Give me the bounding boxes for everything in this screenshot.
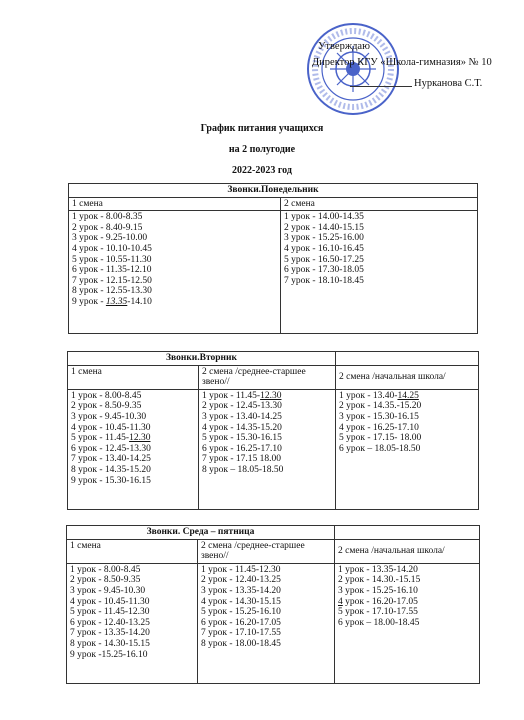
list-item: 2 урок - 8.50-9.35 xyxy=(70,575,141,586)
list-item: 5 урок - 16.50-17.25 xyxy=(284,254,364,265)
list-item: 7 урок - 13.40-14.25 xyxy=(71,454,151,465)
lesson-end: 12.30 xyxy=(260,390,282,401)
list-item xyxy=(202,391,332,402)
list-item: 8 урок - 14.35-15.20 xyxy=(71,464,151,475)
lesson-start: 13.35 xyxy=(105,296,128,307)
tuesday-shift1-cell xyxy=(68,389,199,509)
wednesday-col2-header: 2 смена /среднее-старшее звено// xyxy=(198,539,335,563)
list-item: 3 урок - 13.35-14.20 xyxy=(201,585,281,596)
list-item: 2 урок - 14.40-15.15 xyxy=(284,222,364,233)
wednesday-col1-header: 1 смена xyxy=(67,539,198,563)
approval-line-1: Утверждаю xyxy=(318,41,370,52)
list-item: 6 урок - 12.45-13.30 xyxy=(71,443,151,454)
list-item: 1 урок - 13.35-14.20 xyxy=(338,564,418,575)
tuesday-caption-empty xyxy=(336,352,479,366)
wednesday-friday-caption: Звонки. Среда – пятница xyxy=(67,526,335,540)
school-seal-icon xyxy=(306,22,400,116)
lesson-label: 5 урок - 11.45- xyxy=(71,433,130,444)
list-item xyxy=(72,297,277,308)
lesson-label: 1 урок - 13.40- xyxy=(339,390,398,401)
list-item: 4 урок - 10.45-11.30 xyxy=(71,422,151,433)
list-item: 3 урок - 15.25-16.00 xyxy=(284,233,364,244)
tuesday-col2-header: 2 смена /среднее-старшее звено// xyxy=(199,365,336,389)
tuesday-shift2a-cell xyxy=(199,389,336,509)
list-item: 6 урок – 18.05-18.50 xyxy=(339,443,421,454)
tuesday-col3-header: 2 смена /начальная школа/ xyxy=(336,365,479,389)
document-term: на 2 полугодие xyxy=(228,144,296,155)
list-item: 4 урок - 10.10-10.45 xyxy=(72,243,152,254)
list-item: 2 урок - 8.50-9.35 xyxy=(71,401,142,412)
list-item: 6 урок - 11.35-12.10 xyxy=(72,265,152,276)
lesson-label: 9 урок - xyxy=(72,296,106,307)
list-item: 8 урок - 14.30-15.15 xyxy=(70,638,150,649)
list-item: 2 урок - 12.45-13.30 xyxy=(202,401,282,412)
tuesday-col1-header: 1 смена xyxy=(68,365,199,389)
list-item: 2 урок - 14.30.-15.15 xyxy=(338,575,421,586)
monday-caption: Звонки.Понедельник xyxy=(69,184,478,198)
list-item: 8 урок - 12.55-13.30 xyxy=(72,286,152,297)
list-item: 9 урок - 15.30-16.15 xyxy=(71,475,151,486)
list-item: 7 урок - 18.10-18.45 xyxy=(284,275,364,286)
list-item: 6 урок – 18.00-18.45 xyxy=(338,617,420,628)
list-item xyxy=(339,391,475,402)
list-item: 4 урок - 14.30-15.15 xyxy=(201,596,281,607)
list-item: 4 урок - 10.45-11.30 xyxy=(70,596,150,607)
monday-shift1-cell xyxy=(69,211,281,334)
list-item: 2 урок - 8.40-9.15 xyxy=(72,222,143,233)
lesson-end: -14.10 xyxy=(127,296,152,307)
monday-col1-header: 1 смена xyxy=(69,197,281,211)
list-item: 6 урок - 12.40-13.25 xyxy=(70,617,150,628)
list-item: 5 урок - 15.30-16.15 xyxy=(202,433,282,444)
monday-col2-header: 2 смена xyxy=(281,197,478,211)
list-item: 6 урок - 17.30-18.05 xyxy=(284,265,364,276)
list-item: 2 урок - 14.35.-15.20 xyxy=(339,401,422,412)
list-item: 8 урок – 18.05-18.50 xyxy=(202,464,284,475)
list-item: 8 урок - 18.00-18.45 xyxy=(201,638,281,649)
signature-name: Нурканова С.Т. xyxy=(414,78,483,89)
wednesday-friday-table xyxy=(66,525,480,684)
list-item: 4 урок - 16.10-16.45 xyxy=(284,243,364,254)
list-item: 5 урок - 11.45-12.30 xyxy=(70,607,150,618)
wednesday-shift1-cell xyxy=(67,563,198,683)
list-item: 3 урок - 9.45-10.30 xyxy=(70,585,146,596)
list-item: 6 урок - 16.20-17.05 xyxy=(201,617,281,628)
list-item: 1 урок - 8.00-8.45 xyxy=(70,564,141,575)
list-item: 9 урок -15.25-16.10 xyxy=(70,649,148,660)
wednesday-shift2b-cell xyxy=(335,563,480,683)
list-item: 5 урок - 10.55-11.30 xyxy=(72,254,152,265)
tuesday-table xyxy=(67,351,479,510)
document-title: График питания учащихся xyxy=(200,123,324,134)
tuesday-caption: Звонки.Вторник xyxy=(68,352,336,366)
list-item: 1 урок - 11.45-12.30 xyxy=(201,564,281,575)
lesson-label: 1 урок - 11.45- xyxy=(202,390,261,401)
list-item: 7 урок - 17.10-17.55 xyxy=(201,628,281,639)
lesson-label: урок - 16.20-17.05 xyxy=(342,596,418,607)
list-item: 5 урок - 17.15- 18.00 xyxy=(339,433,422,444)
wednesday-col3-header: 2 смена /начальная школа/ xyxy=(335,539,480,563)
document-year: 2022-2023 год xyxy=(232,165,292,176)
list-item: 3 урок - 9.45-10.30 xyxy=(71,411,147,422)
list-item: 2 урок - 12.40-13.25 xyxy=(201,575,281,586)
list-item: 1 урок - 14.00-14.35 xyxy=(284,212,364,223)
wednesday-caption-empty xyxy=(335,526,480,540)
list-item: 3 урок - 9.25-10.00 xyxy=(72,233,148,244)
list-item: 1 урок - 8.00-8.35 xyxy=(72,212,143,223)
list-item: 7 урок - 13.35-14.20 xyxy=(70,628,150,639)
lesson-number: 4 xyxy=(338,596,343,607)
list-item: 7 урок - 12.15-12.50 xyxy=(72,275,152,286)
list-item: 7 урок - 17.15 18.00 xyxy=(202,454,282,465)
monday-table xyxy=(68,183,478,334)
lesson-end: 12.30 xyxy=(129,433,151,444)
approval-line-2: Директор КГУ «Школа-гимназия» № 10 xyxy=(312,57,492,68)
list-item: 4 урок - 14.35-15.20 xyxy=(202,422,282,433)
monday-shift2-cell xyxy=(281,211,478,334)
list-item: 5 урок - 17.10-17.55 xyxy=(338,607,418,618)
list-item: 3 урок - 15.25-16.10 xyxy=(338,585,418,596)
lesson-end: 14.25 xyxy=(397,390,419,401)
list-item: 3 урок - 15.30-16.15 xyxy=(339,411,419,422)
list-item: 6 урок - 16.25-17.10 xyxy=(202,443,282,454)
signature-line xyxy=(350,86,412,87)
tuesday-shift2b-cell xyxy=(336,389,479,509)
list-item xyxy=(71,433,195,444)
list-item: 5 урок - 15.25-16.10 xyxy=(201,607,281,618)
list-item: 4 урок - 16.25-17.10 xyxy=(339,422,419,433)
list-item: 3 урок - 13.40-14.25 xyxy=(202,411,282,422)
wednesday-shift2a-cell xyxy=(198,563,335,683)
list-item xyxy=(338,597,476,608)
list-item: 1 урок - 8.00-8.45 xyxy=(71,390,142,401)
